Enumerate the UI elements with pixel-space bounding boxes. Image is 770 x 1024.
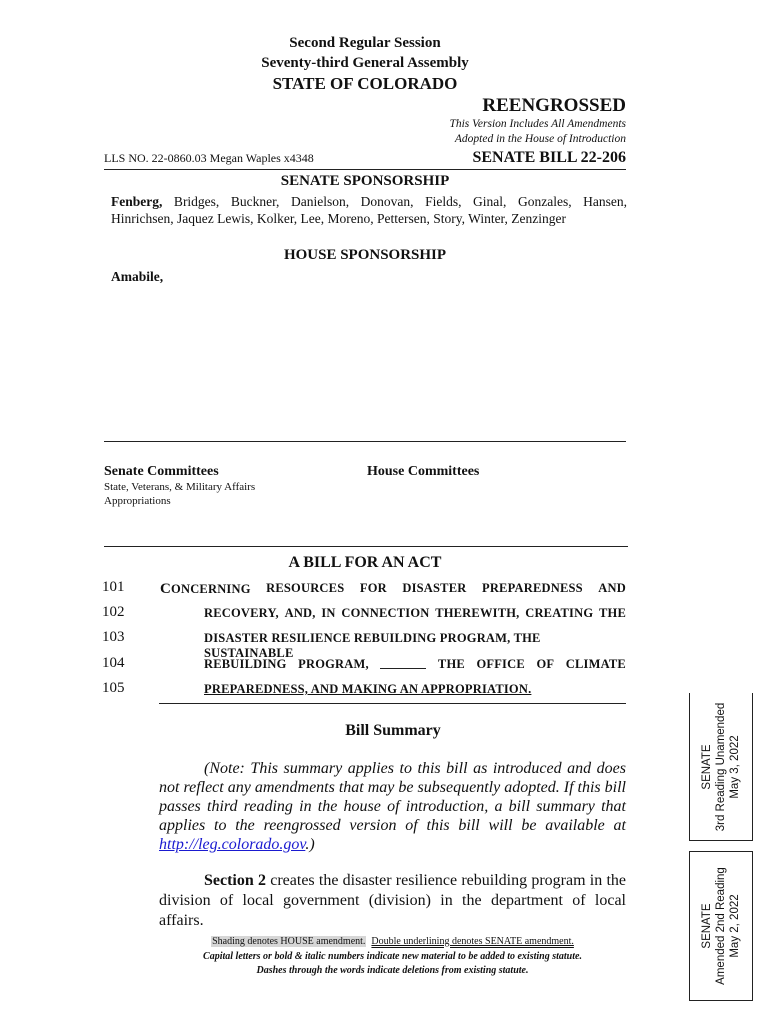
title-word: CONCERNING [160, 581, 251, 597]
stamp-date: May 2, 2022 [729, 894, 741, 958]
senate-committee-item: State, Veterans, & Military Affairs [104, 481, 256, 493]
version-note-line-2: Adopted in the House of Introduction [454, 133, 626, 145]
bill-title-rule-bottom [159, 703, 626, 704]
stamp-text [700, 867, 742, 985]
title-word: DISASTER [402, 581, 467, 595]
stamp-chamber: SENATE [701, 743, 713, 790]
amendment-legend [159, 936, 626, 947]
senate-third-reading-stamp [689, 693, 753, 841]
title-word: AND [598, 581, 626, 595]
lls-number: LLS NO. 22-0860.03 Megan Waples x4348 [104, 151, 314, 165]
senate-committees-title: Senate Committees [104, 464, 219, 479]
title-word: FOR [359, 581, 387, 595]
bill-title-line-102 [204, 606, 626, 621]
header-rule [104, 169, 626, 170]
section-label: Section 2 [204, 872, 267, 889]
title-word: THE [598, 606, 626, 620]
senate-sponsors [111, 193, 627, 227]
version-note-line-1: This Version Includes All Amendments [449, 118, 626, 130]
title-word: CREATING [525, 606, 594, 620]
state-heading: STATE OF COLORADO [272, 74, 458, 93]
status-label: REENGROSSED [482, 95, 626, 116]
bill-for-act-heading: A BILL FOR AN ACT [288, 554, 442, 571]
dashes-legend: Dashes through the words indicate deletions from existing statute. [256, 965, 529, 976]
deletion-blank [380, 657, 426, 669]
senate-second-reading-stamp [689, 851, 753, 1001]
title-word: OFFICE [476, 657, 525, 671]
double-underline-legend: Double underlining denotes SENATE amendment. [371, 936, 574, 947]
line-number: 103 [102, 629, 125, 645]
summary-note-end: .) [305, 836, 315, 853]
committees-rule [104, 441, 626, 442]
senate-cosponsors: Bridges, Buckner, Danielson, Donovan, Fields, Ginal, Gonzales, Hansen, Hinrichsen, Jaquez Lewis, Kolker, Lee, Moreno, Pettersen, Story, Winter, Zenzinger [111, 194, 627, 226]
stamp-action: Amended 2nd Reading [715, 867, 727, 985]
senate-sponsorship-title: SENATE SPONSORSHIP [280, 173, 450, 189]
title-word: REBUILDING [204, 657, 287, 671]
house-committees-title: House Committees [367, 464, 480, 479]
line-number: 101 [102, 579, 125, 595]
section-text: creates the disaster resilience rebuilding program in the division of local government (division) in the department of local affairs. [159, 872, 626, 929]
legislature-link[interactable]: http://leg.colorado.gov [159, 836, 306, 853]
title-word: RECOVERY, [204, 606, 279, 620]
title-word: RESOURCES [266, 581, 345, 595]
section-summary [159, 871, 626, 931]
shading-legend: Shading denotes HOUSE amendment. [212, 936, 366, 947]
title-word: PROGRAM, [298, 657, 369, 671]
assembly-heading: Seventy-third General Assembly [261, 55, 469, 71]
bill-title-line-104 [204, 657, 626, 672]
bill-number: SENATE BILL 22-206 [472, 149, 626, 166]
line-number: 105 [102, 680, 125, 696]
summary-note [159, 759, 626, 854]
title-word: CONNECTION [341, 606, 430, 620]
house-prime-sponsor: Amabile, [111, 269, 164, 284]
bill-title-line-105: PREPAREDNESS, AND MAKING AN APPROPRIATION. [204, 682, 532, 696]
title-word: CLIMATE [565, 657, 626, 671]
summary-note-text: (Note: This summary applies to this bill as introduced and does not reflect any amendments that may be subsequently adopted. If this bill passes third reading in the house of introduction, a bill summary that applies to the reengrossed version of this bill will be available at [159, 760, 626, 834]
stamp-date: May 3, 2022 [729, 734, 741, 799]
house-sponsorship-title: HOUSE SPONSORSHIP [283, 247, 447, 263]
stamp-chamber: SENATE [701, 903, 713, 949]
title-word: OF [536, 657, 555, 671]
capital-letters-legend: Capital letters or bold & italic numbers indicate new material to be added to existing statute. [203, 951, 582, 962]
bill-title-rule-top [104, 546, 628, 547]
title-word: THEREWITH, [435, 606, 520, 620]
line-number: 102 [102, 604, 125, 620]
bill-title-line-103: DISASTER RESILIENCE REBUILDING PROGRAM, THE SUSTAINABLE [204, 631, 541, 660]
bill-summary-title: Bill Summary [345, 722, 441, 739]
title-word: PREPAREDNESS [481, 581, 583, 595]
stamp-action: 3rd Reading Unamended [715, 702, 727, 831]
line-number: 104 [102, 655, 125, 671]
title-word: THE [437, 657, 465, 671]
bill-title-line-101 [160, 581, 626, 598]
senate-prime-sponsor: Fenberg, [111, 194, 163, 209]
title-word: IN [321, 606, 336, 620]
title-word: AND, [284, 606, 316, 620]
session-heading: Second Regular Session [289, 35, 441, 51]
stamp-text [700, 702, 742, 831]
senate-committee-item: Appropriations [104, 495, 171, 507]
